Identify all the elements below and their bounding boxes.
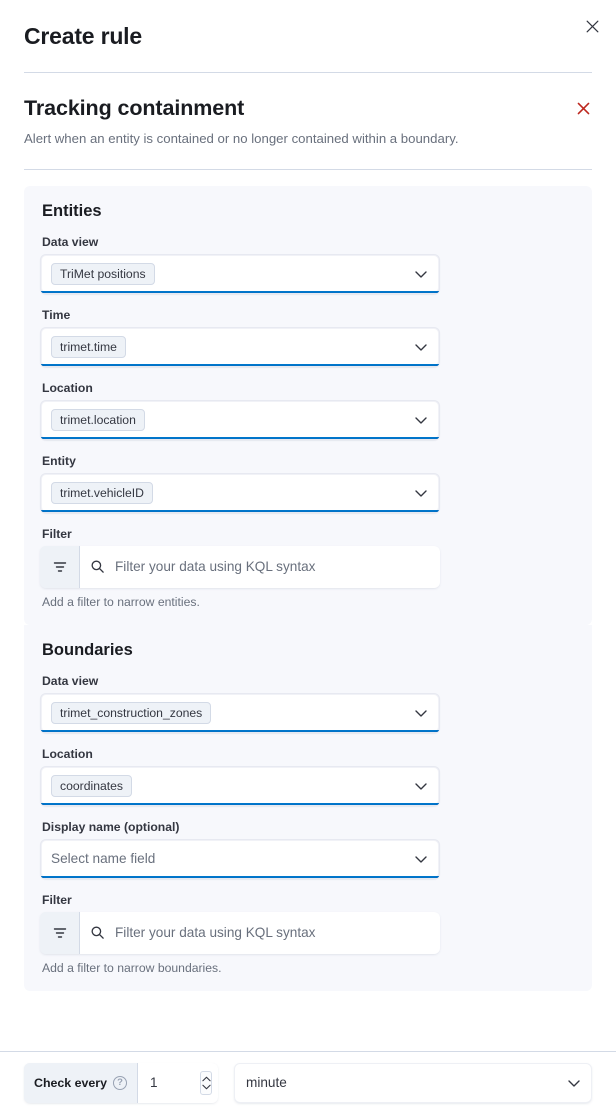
chevron-down-icon [413,705,429,721]
chevron-down-icon [413,778,429,794]
entities-location-label: Location [42,380,93,395]
boundaries-location-label: Location [42,746,93,761]
entities-panel-title: Entities [42,201,102,220]
entities-filter-help: Add a filter to narrow entities. [42,594,200,609]
boundaries-panel-title: Boundaries [42,640,133,659]
entities-filter-label: Filter [42,526,72,541]
chevron-down-icon [413,266,429,282]
entities-filter-field [40,527,576,609]
boundaries-filter-help: Add a filter to narrow boundaries. [42,960,222,975]
entities-location-field [40,381,576,440]
entities-entity-value: trimet.vehicleID [51,482,153,504]
entities-filter-input-wrap [80,546,440,588]
flyout-body [0,72,616,1051]
boundaries-display-name-field [40,820,576,879]
section-description: Alert when an entity is contained or no longer contained within a boundary. [24,130,459,146]
search-icon [90,925,105,940]
search-icon [90,559,105,574]
boundaries-filter-input[interactable] [113,924,430,941]
check-every-bar [0,1051,616,1113]
interval-input[interactable] [148,1074,200,1091]
boundaries-panel-wrap [0,625,616,991]
entities-time-label: Time [42,307,71,322]
question-in-circle-icon[interactable]: ? [113,1076,127,1090]
boundaries-data-view-field [40,674,576,733]
entities-data-view-field [40,235,576,294]
boundaries-data-view-label: Data view [42,673,99,688]
entities-entity-label: Entity [42,453,76,468]
boundaries-display-name-label: Display name (optional) [42,819,180,834]
entities-data-view-label: Data view [42,234,99,249]
entities-entity-combobox[interactable] [40,473,440,513]
filter-icon[interactable] [40,546,80,588]
boundaries-data-view-combobox[interactable] [40,693,440,733]
entities-location-combobox[interactable] [40,400,440,440]
quantity-stepper[interactable] [200,1071,212,1095]
filter-icon[interactable] [40,912,80,954]
entities-filter-input[interactable] [113,558,430,575]
boundaries-location-value: coordinates [51,775,132,797]
close-icon[interactable] [576,10,608,42]
entities-filter-row [40,546,440,588]
stepper-down-icon [202,1084,211,1090]
entities-panel-wrap [0,170,616,625]
interval-unit-value: minute [246,1075,287,1090]
chevron-down-icon [413,485,429,501]
boundaries-panel [24,625,592,991]
cross-remove-icon[interactable] [568,93,598,123]
check-every-label [24,1063,138,1103]
interval-unit-select[interactable] [234,1063,592,1103]
boundaries-filter-field [40,893,576,975]
entities-data-view-value: TriMet positions [51,263,155,285]
boundaries-display-name-combobox[interactable] [40,839,440,879]
flyout-header [0,0,616,72]
chevron-down-icon [566,1075,582,1091]
section-title: Tracking containment [24,96,245,120]
section-header [0,73,616,149]
entities-data-view-combobox[interactable] [40,254,440,294]
boundaries-filter-label: Filter [42,892,72,907]
entities-entity-field [40,454,576,513]
entities-time-field [40,308,576,367]
boundaries-location-field [40,747,576,806]
interval-number-field [138,1063,218,1103]
boundaries-filter-input-wrap [80,912,440,954]
entities-location-value: trimet.location [51,409,145,431]
boundaries-filter-row [40,912,440,954]
chevron-down-icon [413,412,429,428]
entities-time-value: trimet.time [51,336,126,358]
boundaries-location-combobox[interactable] [40,766,440,806]
page-title: Create rule [24,22,142,49]
check-every-text: Check every [34,1075,108,1090]
check-every-group [24,1063,218,1103]
boundaries-display-name-placeholder: Select name field [51,851,156,867]
entities-time-combobox[interactable] [40,327,440,367]
boundaries-data-view-value: trimet_construction_zones [51,702,211,724]
chevron-down-icon [413,851,429,867]
stepper-up-icon [202,1076,211,1082]
chevron-down-icon [413,339,429,355]
entities-panel [24,186,592,625]
